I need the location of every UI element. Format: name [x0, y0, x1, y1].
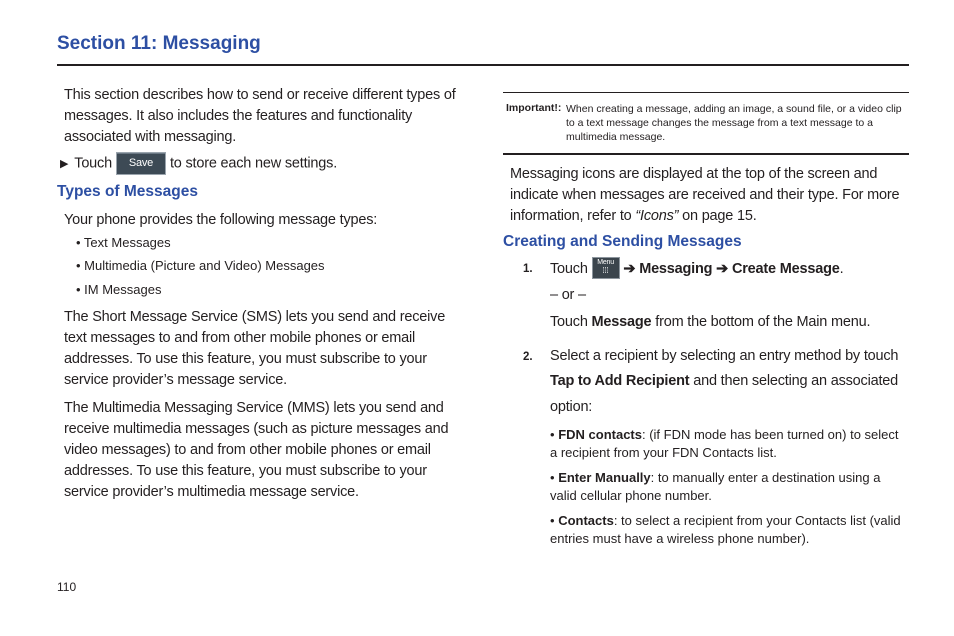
step1-instruction	[550, 258, 910, 280]
intro-paragraph: This section describes how to send or receive different types of messages. It also includes the features and functionality associated with messaging.	[64, 87, 456, 145]
icons-para-prefix: Messaging icons are displayed at the top of the screen and indicate when messages are received and their type. For more information, refer to	[510, 166, 900, 224]
note-text: When creating a message, adding an image, a sound file, or a video clip to a text message changes the message from a text message to a multimedia message.	[566, 103, 902, 143]
step-number: 2.	[523, 351, 533, 363]
menu-button[interactable]	[592, 257, 620, 279]
step2-line3: option:	[550, 399, 593, 415]
header-rule	[57, 64, 909, 66]
step1-period: .	[839, 260, 844, 277]
option-desc: : to select a recipient from your Contacts list (valid entries must have a wireless phone number).	[550, 513, 901, 546]
or-separator: – or –	[550, 287, 586, 303]
icons-reference-link[interactable]: “Icons”	[635, 208, 679, 224]
grid-icon: ⁞⁞⁞	[602, 266, 609, 275]
option-desc: : (if FDN mode has been turned on) to select a recipient from your FDN Contacts list.	[550, 427, 899, 460]
option-desc: : to manually enter a destination using a valid cellular phone number.	[550, 470, 881, 503]
sms-paragraph: The Short Message Service (SMS) lets you send and receive text messages to and from other mobile phones or email addresses. To use this feature, you must subscribe to your service provider’s message service.	[64, 309, 446, 388]
step-number: 1.	[523, 263, 533, 275]
touch-save-instruction	[60, 152, 460, 175]
list-item: • IM Messages	[76, 282, 162, 297]
list-item	[550, 512, 910, 548]
messaging-option[interactable]: Messaging	[639, 260, 713, 277]
important-note	[503, 92, 909, 155]
menu-label: Menu	[597, 259, 614, 266]
save-button[interactable]: Save	[116, 152, 166, 175]
creating-heading: Creating and Sending Messages	[503, 233, 742, 250]
play-bullet-icon: ▶	[60, 158, 69, 171]
touch-suffix: to store each new settings.	[169, 155, 338, 172]
types-intro: Your phone provides the following message types:	[64, 212, 378, 228]
step2-line2-text: and then selecting an associated	[693, 373, 899, 389]
icons-paragraph	[510, 164, 905, 227]
step2-line2	[550, 371, 910, 392]
icons-para-suffix: on page 15.	[682, 208, 757, 224]
list-item: • Text Messages	[76, 235, 171, 250]
alt-suffix: from the bottom of the Main menu.	[655, 314, 871, 330]
mms-paragraph: The Multimedia Messaging Service (MMS) lets you send and receive multimedia messages (such as picture messages and video messages) to and from other mobile phones or email addresses. To use this feature, you must subscribe to your service provider’s multimedia message service.	[64, 400, 449, 500]
step2-line1: Select a recipient by selecting an entry method by touch	[550, 348, 899, 364]
note-label: Important!:	[506, 102, 562, 114]
list-item	[550, 426, 905, 462]
tap-to-add-recipient[interactable]: Tap to Add Recipient	[550, 373, 690, 389]
message-option[interactable]: Message	[591, 314, 652, 330]
enter-manually-option[interactable]: Enter Manually	[558, 470, 651, 485]
fdn-contacts-option[interactable]: FDN contacts	[558, 427, 642, 442]
page-title: Section 11: Messaging	[57, 33, 261, 54]
arrow-icon: ➔	[716, 260, 729, 277]
alt-prefix: Touch	[550, 314, 588, 330]
create-message-option[interactable]: Create Message	[731, 260, 840, 277]
list-item: • Multimedia (Picture and Video) Messages	[76, 258, 325, 273]
contacts-option[interactable]: Contacts	[558, 513, 614, 528]
bullet: •	[550, 470, 555, 485]
bullet: •	[550, 427, 555, 442]
touch-prefix: Touch	[74, 155, 112, 172]
step1-alternative	[550, 312, 910, 333]
bullet: •	[550, 513, 555, 528]
types-heading: Types of Messages	[57, 183, 198, 200]
step1-touch: Touch	[550, 260, 588, 277]
page-number: 110	[57, 580, 77, 594]
list-item	[550, 469, 905, 505]
arrow-icon: ➔	[623, 260, 636, 277]
